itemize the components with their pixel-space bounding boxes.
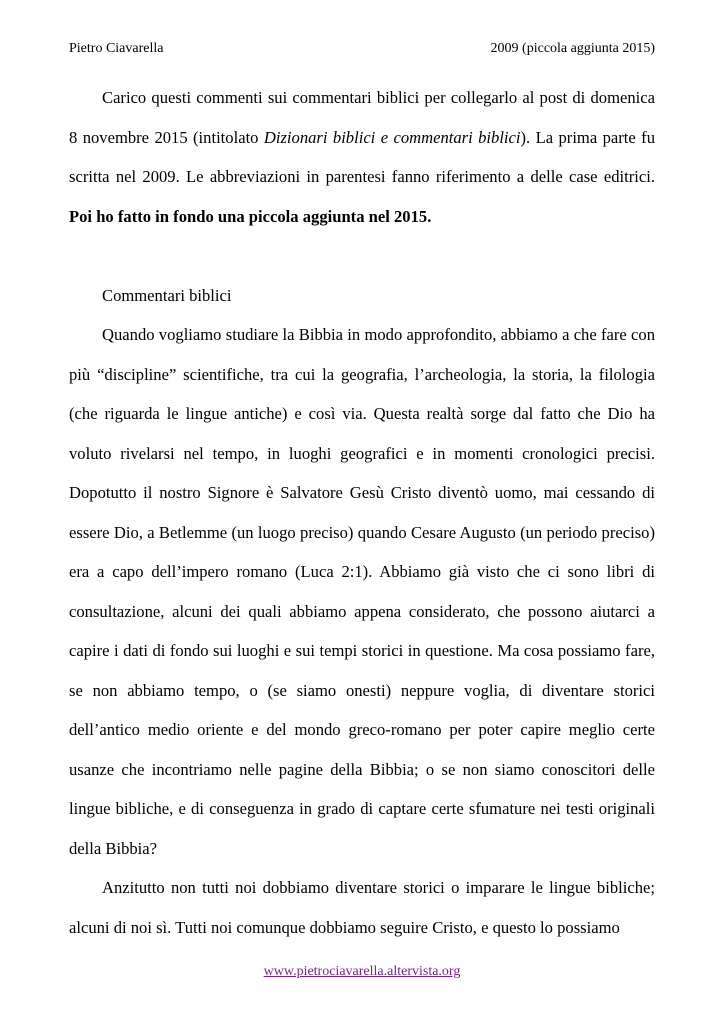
- intro-italic-title: Dizionari biblici e commentari biblici: [263, 127, 521, 147]
- body-paragraph-2: Anzitutto non tutti noi dobbiamo diventare storici o imparare le lingue bibliche; alcuni di noi sì. Tutti noi comunque dobbiamo seguire Cristo, e questo lo possiamo: [69, 878, 655, 937]
- page-header: [69, 40, 655, 58]
- section-heading: Commentari biblici: [102, 285, 232, 305]
- intro-text-part1: Carico questi commenti sui commentari biblici per collegarlo al post di domenica 8 novembre 2015 (intitolato: [69, 88, 655, 147]
- body-paragraph-1: Quando vogliamo studiare la Bibbia in modo approfondito, abbiamo a che fare con più “discipline” scientifiche, tra cui la geografia, l’archeologia, la storia, la filologia (che riguarda le lingue antiche) e così via. Questa realtà sorge dal fatto che Dio ha voluto rivelarsi nel tempo, in luoghi geografici e in momenti cronologici precisi. Dopotutto il nostro Signore è Salvatore Gesù Cristo diventò uomo, mai cessando di essere Dio, a Betlemme (un luogo preciso) quando Cesare Augusto (un periodo preciso) era a capo dell’impero romano (Luca 2:1). Abbiamo già visto che ci sono libri di consultazione, alcuni dei quali abbiamo appena considerato, che possono aiutarci a capire i dati di fondo sui luoghi e sui tempi storici in questione. Ma cosa possiamo fare, se non abbiamo tempo, o (se siamo onesti) neppure voglia, di diventare storici dell’antico medio oriente e del mondo greco-romano per poter capire meglio certe usanze che incontriamo nelle pagine della Bibbia; o se non siamo conoscitori delle lingue bibliche, e di conseguenza in grado di captare certe sfumature nei testi originali della Bibbia?: [69, 325, 655, 858]
- document-body: [69, 78, 655, 947]
- header-date: 2009 (piccola aggiunta 2015): [490, 41, 655, 56]
- header-author: Pietro Ciavarella: [69, 41, 164, 56]
- page-footer: [0, 963, 724, 981]
- intro-paragraph: [69, 78, 655, 236]
- intro-text-part2: ). La prima parte fu scritta nel 2009. Le abbreviazioni in parentesi fanno riferimento a delle case editrici.: [69, 127, 655, 186]
- blank-line: [69, 236, 655, 276]
- website-link[interactable]: www.pietrociavarella.altervista.org: [263, 964, 461, 979]
- intro-bold-note: Poi ho fatto in fondo una piccola aggiunta nel 2015.: [69, 206, 432, 226]
